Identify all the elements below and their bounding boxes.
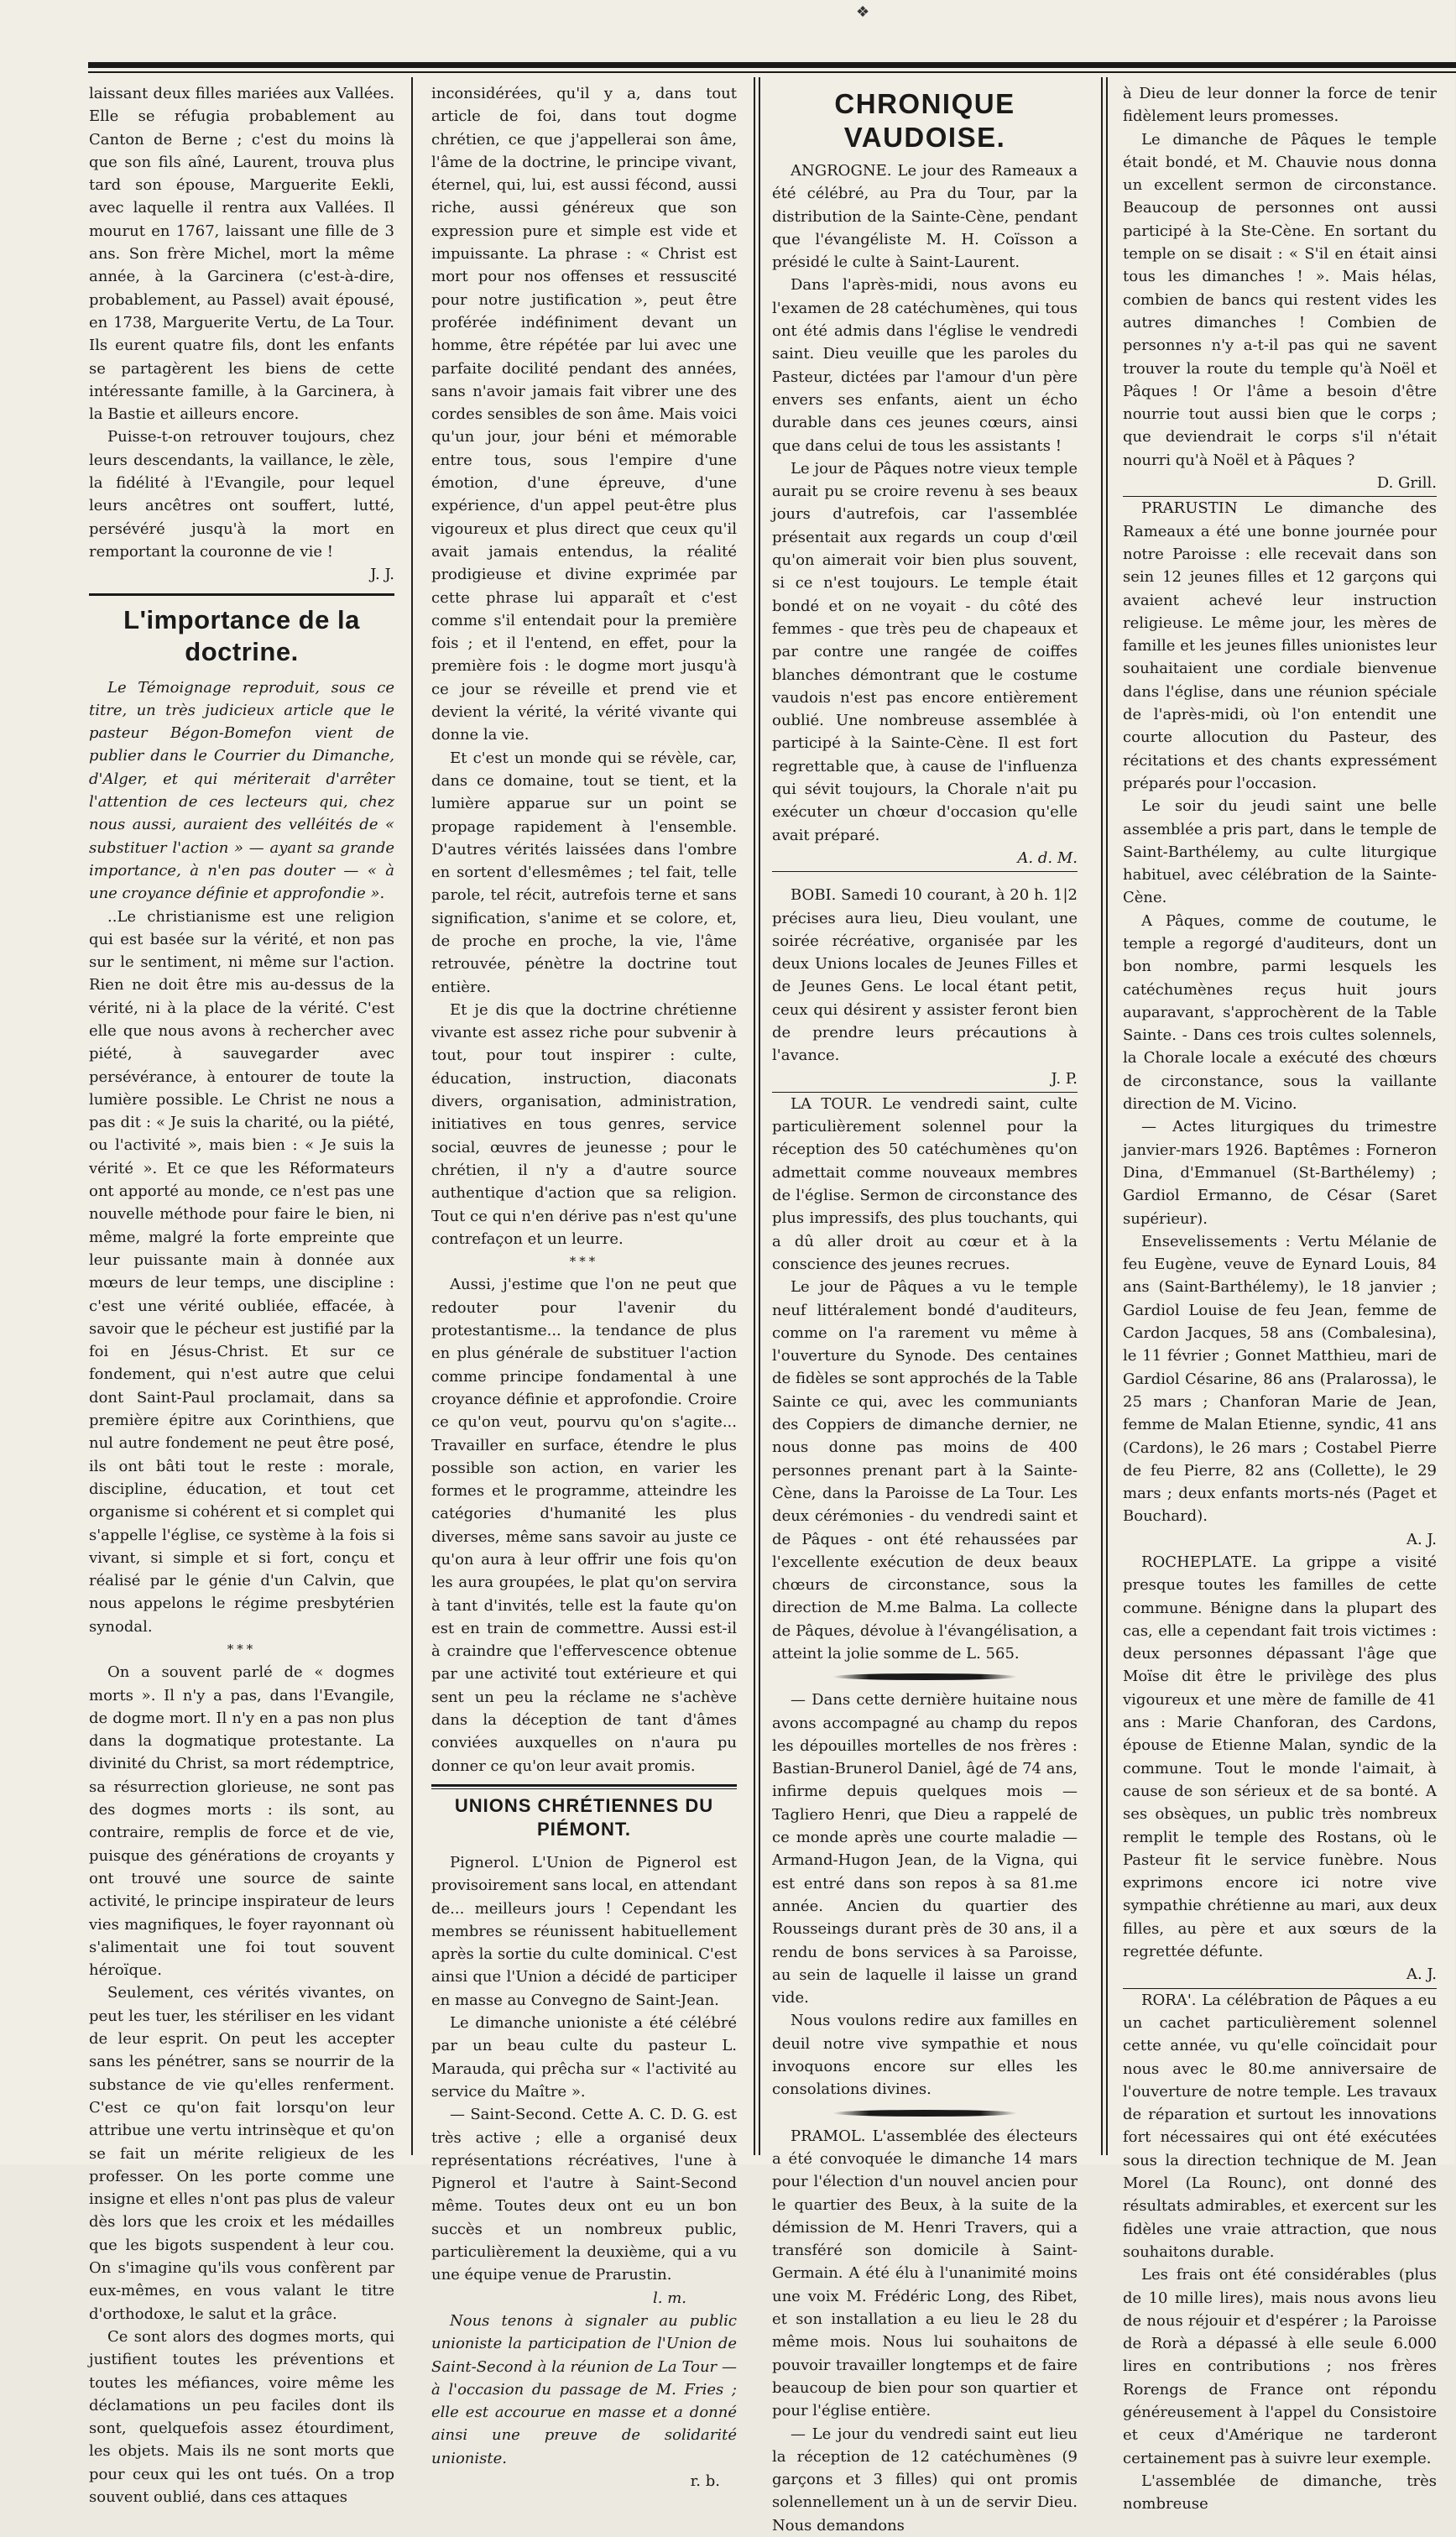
paragraph: Ce sont alors des dogmes morts, qui justifient toutes les préventions et toutes les méfiances, voire même les déclamations un peu faciles dont ils sont, quelquefois assez étourdiment, les objets. Mais ils ne sont morts que pour ceux qui les ont tués. On a trop souvent oublié, dans ces attaques [89,2327,394,2506]
paragraph: Et je dis que la doctrine chrétienne vivante est assez riche pour subvenir à tout, pour tout inspirer : culte, éducation, instruction, diaconats divers, organisation, administration, initiatives en tous genres, service social, œuvres de jeunesse ; pour le chrétien, il n'y a d'autre source authentique d'action que sa religion. Tout ce qui n'en dérive pas n'est qu'une contrefaçon et un leurre. [431,1000,737,1248]
paragraph: laissant deux filles mariées aux Vallées. Elle se réfugia probablement au Canton de Berne ; c'est du moins là que son fils aîné, Laurent, trouva plus tard son épouse, Marguerite Eekli, avec laquelle il rentra aux Vallées. Il mourut en 1767, laissant une fille de 3 ans. Son frère Michel, mort la même année, à la Garcinera (c'est-à-dire, probablement, au Passel) avait épousé, en 1738, Marguerite Vertu, de La Tour. Ils eurent quatre fils, dont les enfants se partagèrent les biens de cette intéressante famille, à la Garcinera, à la Bastie et ailleurs encore. [89,85,394,424]
paragraph: L'assemblée de dimanche, très nombreuse [1123,2472,1437,2514]
signature: A. d. M. [1017,848,1078,867]
section-stars: *** [569,1254,599,1270]
paragraph: Et c'est un monde qui se révèle, car, dans ce domaine, tout se tient, et la lumière apparue sur un point se propage rapidement à l'ensemble. D'autres vérités laissées dans l'ombre en sortent d'ellesmêmes ; tel fait, telle parole, tel récit, autrefois terne et sans signification, s'anime et se colore, et, de proche en proche, la vie, l'âme retrouvée, pénètre la doctrine tout entière. [431,749,737,996]
paragraph: ..Le christianisme est une religion qui est basée sur la vérité, et non pas sur le sentiment, ni même sur l'action. Rien ne doit être mis au-dessus de la vérité, ni à la place de la vérité. C'est elle que nous avons à rechercher avec piété, à sauvegarder avec persévérance, à entourer de toute la lumière possible. Le Christ ne nous a pas dit : « Je suis la charité, ou la piété, ou l'activité », mais bien : « Je suis la vérité ». Et ce que les Réformateurs ont apporté au monde, ce n'est pas une nouvelle méthode pour faire le bien, ni même, malgré la forte empreinte que leur puissante main à donnée aux mœurs de leur temps, une discipline : c'est une vérité oubliée, effacée, à savoir que le pécheur est justifié par la foi en Jésus-Christ. Et sur ce fondement, qui n'est autre que celui dont Saint-Paul proclamait, dans sa première épitre aux Corinthiens, que nul autre fondement ne peut être posé, ils ont bâti tout le reste : morale, discipline, éducation, et tout cet organisme si cohérent et si complet qui s'appelle l'église, ce système à la fois si vivant, si simple et si fort, conçu et réalisé par le génie d'un Calvin, que nous appelons le régime presbytérien synodal. [89,907,394,1636]
section-rule-thin [431,1788,737,1789]
section-rule [89,593,394,596]
paragraph: Puisse-t-on retrouver toujours, chez leurs descendants, la vaillance, le zèle, la fidélité à l'Evangile, pour lequel leurs ancêtres ont souffert, lutté, persévéré jusqu'à la mort en remportant la couronne de vie ! [89,428,394,561]
column-separator [759,77,760,2155]
paragraph: ROCHEPLATE. La grippe a visité presque toutes les familles de cette commune. Bénigne dans la plupart des cas, elle a cependant fait trois victimes : deux personnes dépassant l'âge que Moïse dit être le privilège des plus vigoureux et une mère de famille de 41 ans : Marie Chanforan, des Cardons, épouse de Etienne Malan, syndic de la commune. Tout le monde l'aimait, à cause de son sérieux et de sa bonté. A ses obsèques, un public très nombreux remplit le temple des Rostans, où le Pasteur fit le service funèbre. Nous exprimons encore ici notre vive sympathie chrétienne au mari, aux deux filles, au père et aux sœurs de la regrettée défunte. [1123,1553,1437,1961]
section-stars: *** [227,1642,257,1657]
paragraph: Le jour de Pâques notre vieux temple aurait pu se croire revenu à ses beaux jours d'autrefois, car l'assemblée présentait aux regards un coup d'œil qu'on aimerait voir bien plus souvent, si ce n'est toujours. Le temple était bondé et on ne voyait - du côté des femmes - que très peu de chapeaux et par contre une rangée de coiffes blanches démontrant que le costume vaudois n'est pas encore entièrement oublié. Une nombreuse assemblée à participé à la Sainte-Cène. Il est fort regrettable que, à cause de l'influenza qui sévit toujours, la Chorale n'ait pu exécuter un chœur d'occasion qu'elle avait préparé. [772,459,1078,844]
paragraph: Pignerol. L'Union de Pignerol est provisoirement sans local, en attendant de... meilleurs jours ! Cependant les membres se réunissent habituellement après la sortie du culte dominical. C'est ainsi que l'Union a décidé de participer en masse au Convegno de Saint-Jean. [431,1853,737,2009]
paragraph: — Actes liturgiques du trimestre janvier-mars 1926. Baptêmes : Forneron Dina, d'Emmanuel (St-Barthélemy) ; Gardiol Ermanno, de César (Saret supérieur). [1123,1118,1437,1228]
signature: A. J. [1406,1530,1437,1548]
paragraph: Les frais ont été considérables (plus de 10 mille lires), mais nous avons lieu de nous réjouir et d'espérer ; la Paroisse de Rorà a dépassé à elle seule 6.000 lires en contributions ; nos frères Rorengs de France ont répondu généreusement à l'appel du Consistoire et ceux d'Amérique ne tarderont certainement pas à suivre leur exemple. [1123,2266,1437,2467]
spacer [772,872,1078,884]
column-separator [1106,77,1108,2155]
signature: J. P. [1051,1069,1078,1088]
paragraph: LA TOUR. Le vendredi saint, culte particulièrement solennel pour la réception des 50 catéchumènes qu'on admettait comme nouveaux membres de l'église. Sermon de circonstance des plus impressifs, des plus touchants, qui a dû aller droit au cœur et à la conscience des jeunes recrues. [772,1094,1078,1273]
paragraph: Seulement, ces vérités vivantes, on peut les tuer, les stériliser en les vidant de leur esprit. On peut les accepter sans les pénétrer, sans se nourrir de la substance de vie qu'elles renferment. C'est ce qu'on fait lorsqu'on leur attribue une vertu intrinsèque et qu'on se fait un mérite religieux de les professer. On les porte comme une insigne et elles n'ont pas plus de valeur dès lors que les croix et les médailles que les bigots suspendent à leur cou. On s'imagine qu'ils vous confèrent par eux-mêmes, en vous valant le titre d'orthodoxe, le salut et la grâce. [89,1984,394,2323]
signature: D. Grill. [1376,474,1437,493]
paragraph: Ensevelissements : Vertu Mélanie de feu Eugène, veuve de Eynard Louis, 84 ans (Saint-Barthélemy), le 18 janvier ; Gardiol Louise de feu Jean, femme de Cardon Jacques, 58 ans (Combalesina), le 11 février ; Gonnet Matthieu, mari de Gardiol Césarine, 86 ans (Pralarossa), le 25 mars ; Chanforan Marie de Jean, femme de Malan Etienne, syndic, 41 ans (Cardons), le 26 mars ; Costabel Pierre de feu Pierre, 82 ans (Collette), le 29 mars ; deux enfants morts-nés (Paget et Bouchard). [1123,1232,1437,1526]
paragraph: Dans l'après-midi, nous avons eu l'examen de 28 catéchumènes, qui tous ont été admis dans l'église le vendredi saint. Dieu veuille que les paroles du Pasteur, dictées par l'amour d'un père envers ses enfants, aient un écho durable dans ces jeunes cœurs, ainsi que dans celui de tous les assistants ! [772,276,1078,455]
section-rule [431,1784,737,1787]
paragraph: PRARUSTIN Le dimanche des Rameaux a été une bonne journée pour notre Paroisse : elle recevait dans son sein 12 jeunes filles et 12 garçons qui avaient achevé leur instruction religieuse. Le même jour, les mères de famille et les jeunes filles unionistes leur souhaitaient une cordiale bienvenue dans l'église, dans une réunion spéciale de l'après-midi, où l'on entendit une courte allocution du Pasteur, des récitations et des chants expressément préparés pour l'occasion. [1123,499,1437,792]
column-2 [431,82,737,2490]
ornament-divider [832,2110,1017,2117]
signature: l. m. [653,2289,686,2307]
signature: J. J. [370,566,394,584]
column-separator [754,77,755,2155]
paragraph: Le dimanche de Pâques le temple était bondé, et M. Chauvie nous donna un excellent sermon de circonstance. Beaucoup de personnes ont aussi participé à la Ste-Cène. En sortant du temple on se disait : « S'il en était ainsi tous les dimanches ! ». Mais hélas, combien de bancs qui restent vides les autres dimanches ! Combien de personnes n'y a-t-il pas qui ne savent trouver la route du temple qu'à Noël et Pâques ! Or l'âme a besoin d'être nourrie tout aussi bien que le corps ; que deviendrait le corps s'il n'était nourri qu'à Noël et à Pâques ? [1123,130,1437,469]
paragraph: On a souvent parlé de « dogmes morts ». Il n'y a pas, dans l'Evangile, de dogme mort. Il n'y en a pas non plus dans la dogmatique protestante. La divinité du Christ, sa mort rédemptrice, sa résurrection glorieuse, ne sont pas des dogmes morts : ils sont, au contraire, remplis de force et de vie, puisque des générations de croyants y ont trouvé une source de sainte activité, le principe inspirateur de leurs vies magnifiques, le foyer rayonnant où s'alimentait une foi tout souvent héroïque. [89,1663,394,1980]
column-separator [1101,77,1103,2155]
column-1 [89,82,394,2506]
section-title: CHRONIQUE VAUDOISE. [834,88,1015,153]
top-rule-thin [88,71,1456,73]
paragraph: Nous tenons à signaler au public unioniste la participation de l'Union de Saint-Second à la réunion de La Tour — à l'occasion du passage de M. Fries ; elle est accourue en masse et a donné ainsi une preuve de solidarité unioniste. [431,2311,737,2467]
top-rule [88,62,1456,68]
paragraph: à Dieu de leur donner la force de tenir fidèlement leurs promesses. [1123,85,1437,126]
section-title: UNIONS CHRÉTIENNES DU PIÉMONT. [454,1794,714,1840]
ornament-divider [832,1673,1017,1680]
paragraph: Le jour de Pâques a vu le temple neuf littéralement bondé d'auditeurs, comme on l'a rarement vu même à l'ouverture du Synode. Des centaines de fidèles se sont approchés de la Table Sainte ce qui, avec les communiants des Coppiers de dimanche dernier, ne nous donne pas moins de 400 personnes prenant part à la Sainte-Cène, dans la Paroisse de La Tour. Les deux cérémonies - du vendredi saint et de Pâques - ont été rehaussées par l'excellente exécution de deux beaux chœurs de circonstance, sous la direction de M.me Balma. La collecte de Pâques, dévolue à l'évangélisation, a atteint la jolie somme de L. 565. [772,1278,1078,1663]
paragraph: Le dimanche unioniste a été célébré par un beau culte du pasteur L. Marauda, qui prêcha sur « l'activité au service du Maître ». [431,2014,737,2101]
article-intro: Le Témoignage reproduit, sous ce titre, un très judicieux article que le pasteur Bégon-Bomefon vient de publier dans le Courrier du Dimanche, d'Alger, et qui mériterait d'arrêter l'attention de ces lecteurs qui, chez nous aussi, auraient des velléités de « substituer l'action » — ayant sa grande importance, à n'en pas douter — « à une croyance définie et approfondie ». [89,678,394,903]
paragraph: BOBI. Samedi 10 courant, à 20 h. 1|2 précises aura lieu, Dieu voulant, une soirée récréative, organisée par les deux Unions locales de Jeunes Filles et de Jeunes Gens. Le local étant petit, ceux qui désirent y assister feront bien de prendre leurs précautions à l'avance. [772,886,1078,1065]
page-mark: ❖ [856,3,870,21]
paragraph: inconsidérées, qu'il y a, dans tout article de foi, dans tout dogme chrétien, ce que j'appellerai son âme, l'âme de la doctrine, le principe vivant, éternel, qui, lui, est aussi fécond, aussi riche, aussi généreux que son expression pure et simple est vide et impuissante. La phrase : « Christ est mort pour nos offenses et ressuscité pour notre justification », peut être proférée indéfiniment devant un homme, être répétée par lui avec une parfaite docilité pendant des années, sans n'avoir jamais fait vibrer une des cordes sensibles de son âme. Mais voici qu'un jour, jour béni et mémorable entre tous, sous l'empire d'une émotion, d'une épreuve, d'une expérience, d'un appel peut-être plus vigoureux et plus direct que ceux qu'il avait jamais entendus, la réalité prodigieuse et divine exprimée par cette phrase lui apparaît et c'est comme s'il entendait pour la première fois ; et il l'entend, en effet, pour la première fois : le dogme mort jusqu'à ce jour se réveille et prend vie et devient la vérité, la vérité vivante qui donne la vie. [431,85,737,744]
paragraph: ANGROGNE. Le jour des Rameaux a été célébré, au Pra du Tour, par la distribution de la Sainte-Cène, pendant que l'évangéliste M. H. Coïsson a présidé le culte à Saint-Laurent. [772,162,1078,272]
paragraph: Aussi, j'estime que l'on ne peut que redouter pour l'avenir du protestantisme... la tendance de plus en plus générale de substituer l'action comme principe fondamental à une croyance définie et approfondie. Croire ce qu'on veut, pourvu qu'on s'agite... Travailler en surface, étendre le plus possible son action, en varier les formes et le programme, atteindre les catégories d'humanité les plus diverses, même sans savoir au juste ce qu'on aura à leur offrir une fois qu'on les aura groupées, le plat qu'on servira à tant d'invités, telle est la faute qu'on est en train de commettre. Aussi est-il à craindre que l'effervescence obtenue par une activité tout extérieure et qui sent un peu la réclame ne s'achève dans la déception de tant d'âmes conviées auxquelles on n'aura pu donner ce qu'on leur avait promis. [431,1276,737,1775]
column-separator [411,77,413,2155]
column-3 [772,82,1078,2534]
signature: A. J. [1406,1965,1437,1984]
column-4 [1123,82,1437,2514]
paragraph: — Le jour du vendredi saint eut lieu la réception de 12 catéchumènes (9 garçons et 3 filles) qui ont promis solennellement un à un de servir Dieu. Nous demandons [772,2425,1078,2534]
paragraph: Le soir du jeudi saint une belle assemblée a pris part, dans le temple de Saint-Barthélemy, au culte liturgique habituel, avec célébration de la Sainte-Cène. [1123,797,1437,907]
paragraph: Nous voulons redire aux familles en deuil notre vive sympathie et nous invoquons encore sur elles les consolations divines. [772,2012,1078,2099]
paragraph: — Dans cette dernière huitaine nous avons accompagné au champ du repos les dépouilles mortelles de nos frères : Bastian-Brunerol Daniel, âgé de 74 ans, infirme depuis quelques mois — Tagliero Henri, que Dieu a rappelé de ce monde après une courte maladie — Armand-Hugon Jean, de la Vigna, qui est entré dans son repos à sa 81.me année. Ancien du quartier des Rousseings durant près de 30 ans, il a rendu de bons services à sa Paroisse, au sein de laquelle il laisse un grand vide. [772,1691,1078,2007]
article-title: L'importance de la doctrine. [123,604,360,666]
paragraph: PRAMOL. L'assemblée des électeurs a été convoquée le dimanche 14 mars pour l'élection d'un nouvel ancien pour le quartier des Beux, à la suite de la démission de M. Henri Travers, qui a transféré son domicile à Saint-Germain. A été élu à l'unanimité moins une voix M. Frédéric Long, des Ribet, et son installation a eu lieu le 28 du même mois. Nous lui souhaitons de pouvoir travailler longtemps et de faire beaucoup de bien pour son quartier et pour l'église entière. [772,2127,1078,2420]
paragraph: RORA'. La célébration de Pâques a eu un cachet particulièrement solennel cette année, vu qu'elle coïncidait pour nous avec le 80.me anniversaire de l'ouverture de notre temple. Les travaux de réparation et surtout les innovations fort nécessaires qui ont été exécutées sous la direction technique de M. Jean Morel (La Rounc), ont donné des résultats admirables, et exercent sur les fidèles une vraie attraction, que nous souhaitons durable. [1123,1991,1437,2261]
paragraph: — Saint-Second. Cette A. C. D. G. est très active ; elle a organisé deux représentations récréatives, l'une à Pignerol et l'autre à Saint-Second même. Toutes deux ont eu un bon succès et un nombreux public, particulièrement la deuxième, qui a vu une équipe venue de Prarustin. [431,2106,737,2284]
signature: r. b. [690,2472,720,2490]
paragraph: A Pâques, comme de coutume, le temple a regorgé d'auditeurs, dont un bon nombre, parmi lesquels les catéchumènes reçus huit jours auparavant, s'approchèrent de la Table Sainte. - Dans ces trois cultes solennels, la Chorale locale a exécuté des chœurs de circonstance, sous la vaillante direction de M. Vicino. [1123,911,1437,1114]
